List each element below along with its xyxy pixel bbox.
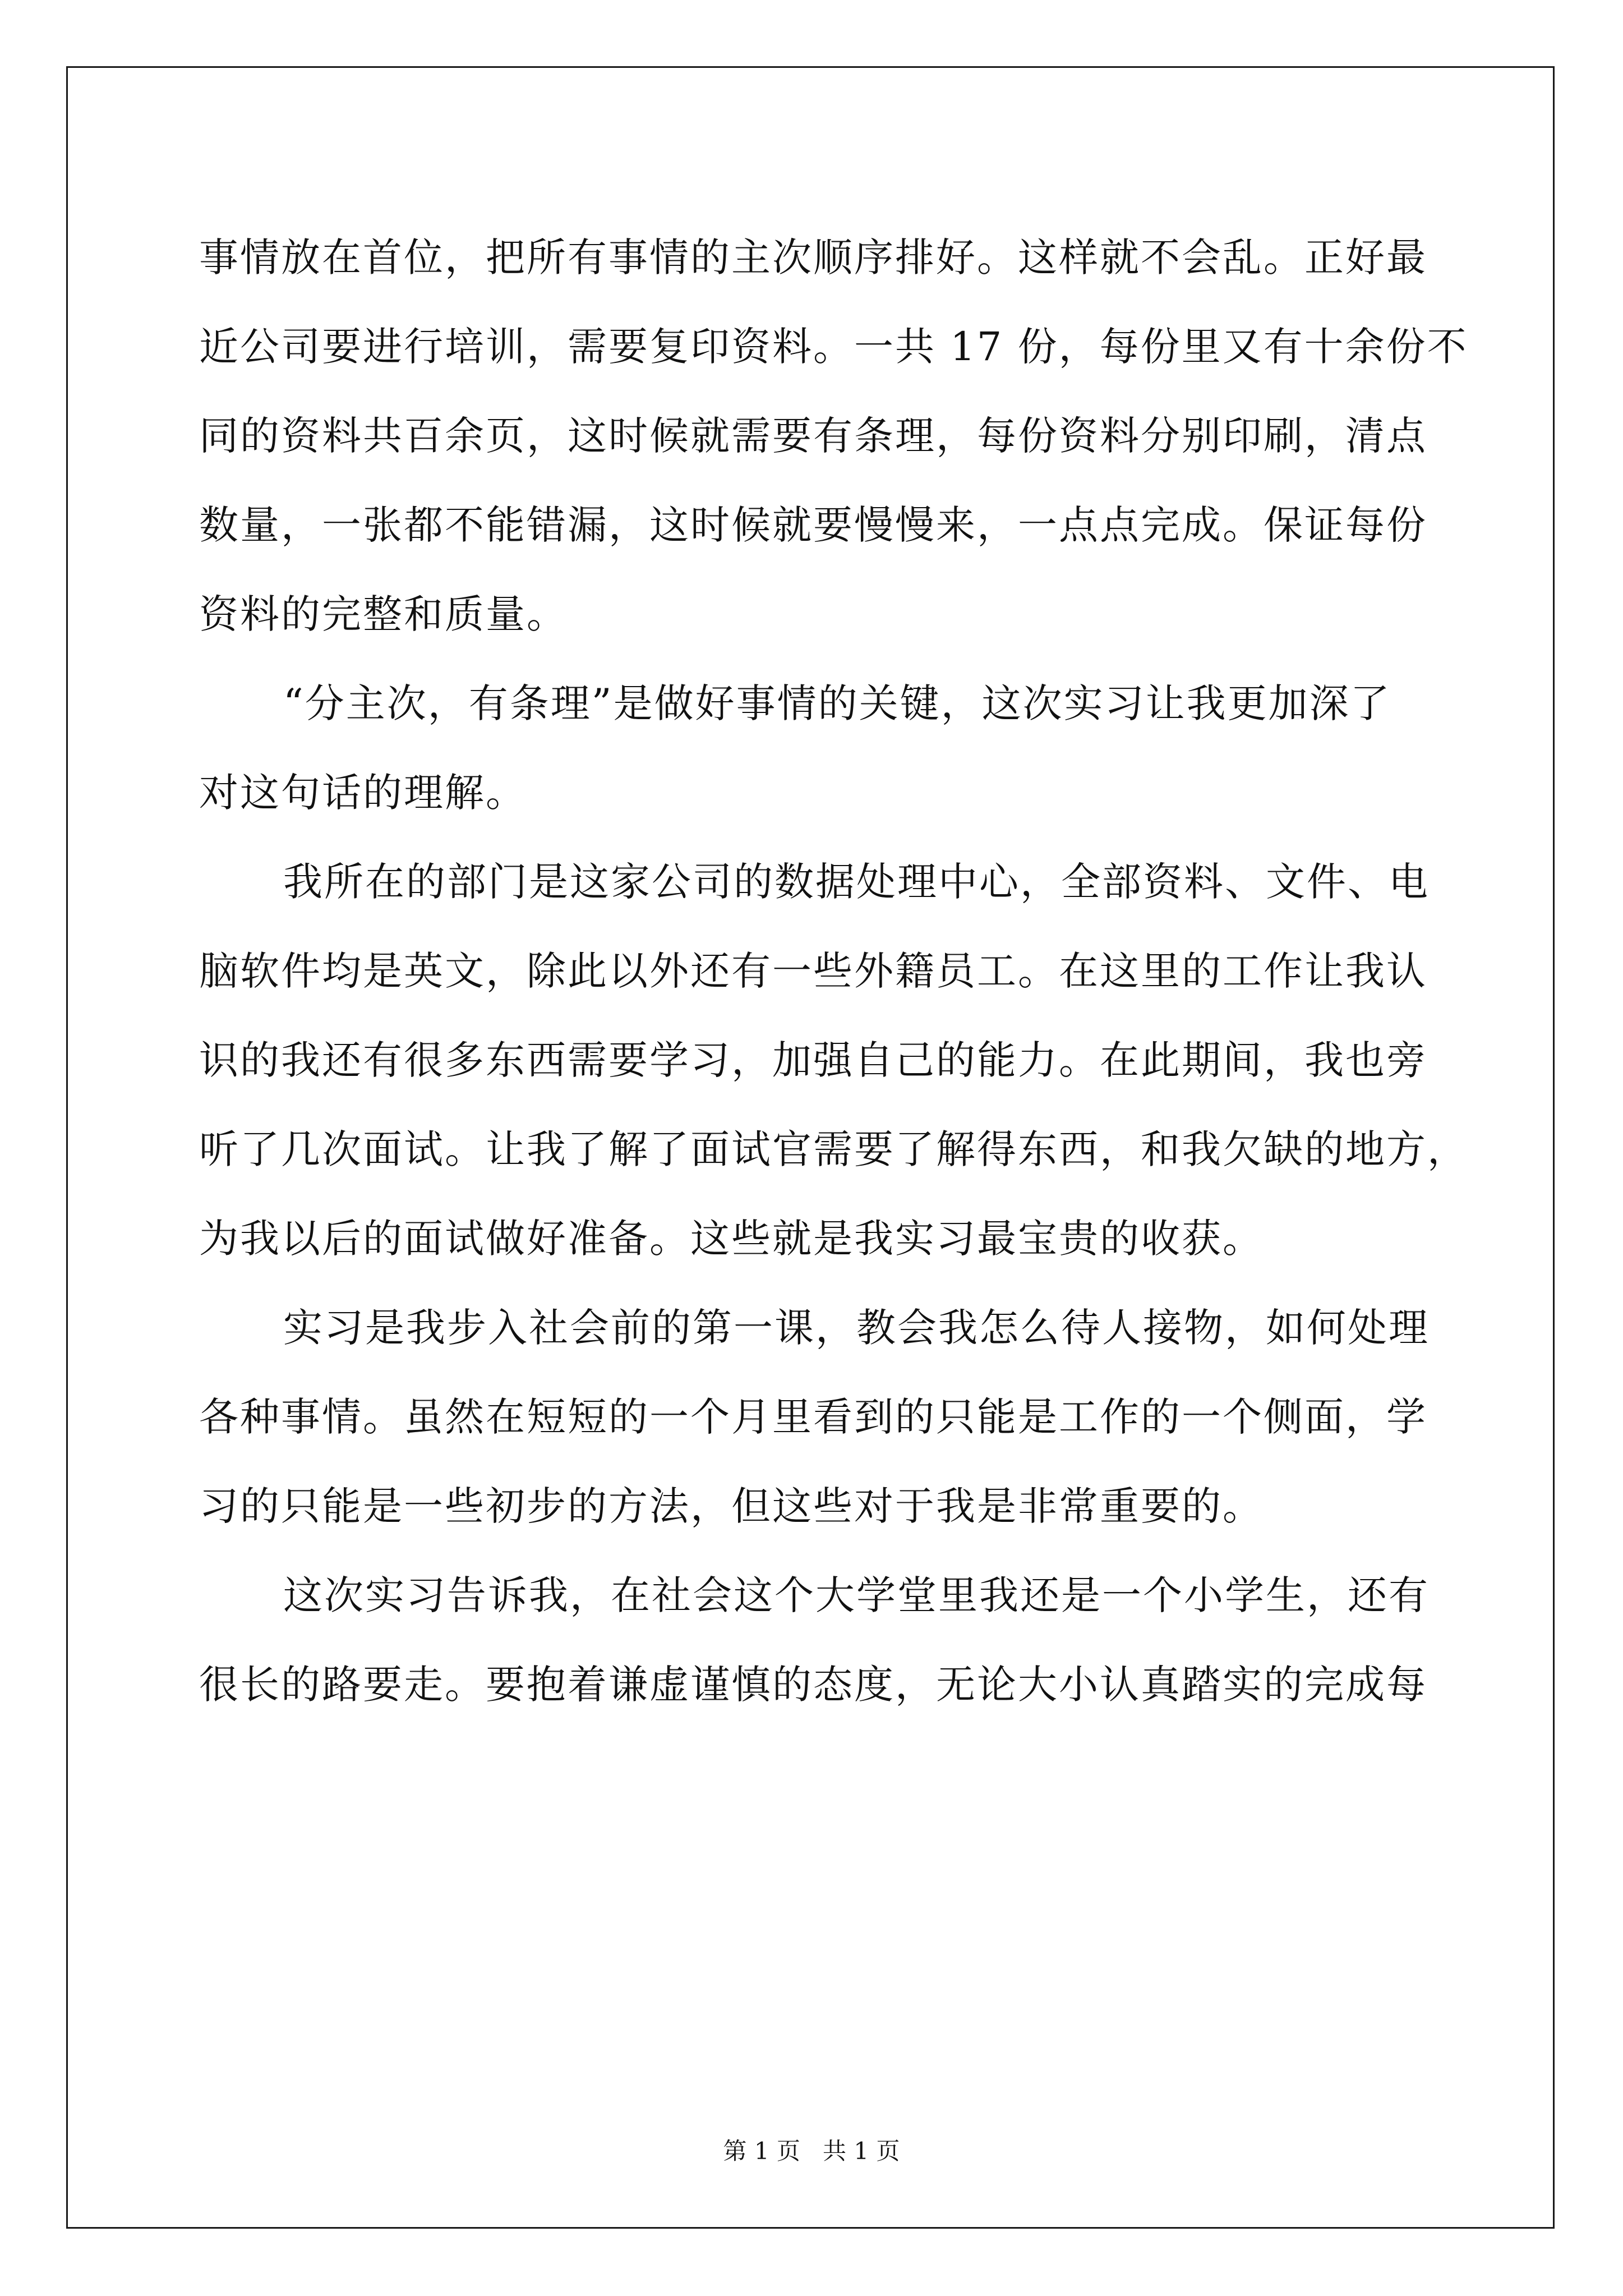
text-line: 同的资料共百余页，这时候就需要有条理，每份资料分别印刷，清点 (199, 413, 1427, 459)
text-line: 这次实习告诉我，在社会这个大学堂里我还是一个小学生，还有 (283, 1572, 1430, 1618)
text-line: 习的只能是一些初步的方法，但这些对于我是非常重要的。 (199, 1483, 1264, 1529)
document-body (199, 213, 1468, 1729)
text-line: 近公司要进行培训，需要复印资料。一共 17 份，每份里又有十余份不 (199, 324, 1468, 370)
text-line: 听了几次面试。让我了解了面试官需要了解得东西，和我欠缺的地方， (199, 1126, 1468, 1172)
text-line: 对这句话的理解。 (199, 770, 527, 816)
text-line: 我所在的部门是这家公司的数据处理中心，全部资料、文件、电 (283, 859, 1430, 905)
text-line: 很长的路要走。要抱着谦虚谨慎的态度，无论大小认真踏实的完成每 (199, 1662, 1427, 1708)
text-line: 识的我还有很多东西需要学习，加强自己的能力。在此期间，我也旁 (199, 1037, 1427, 1083)
text-line: 数量，一张都不能错漏，这时候就要慢慢来，一点点完成。保证每份 (199, 502, 1427, 548)
text-line: 实习是我步入社会前的第一课，教会我怎么待人接物，如何处理 (283, 1305, 1430, 1351)
text-line: 事情放在首位，把所有事情的主次顺序排好。这样就不会乱。正好最 (199, 234, 1427, 280)
text-line: 为我以后的面试做好准备。这些就是我实习最宝贵的收获。 (199, 1216, 1264, 1262)
text-line: 资料的完整和质量。 (199, 591, 568, 637)
page-footer: 第 1 页 共 1 页 (723, 2137, 900, 2165)
text-line: “分主次，有条理”是做好事情的关键，这次实习让我更加深了 (283, 680, 1391, 726)
text-line: 各种事情。虽然在短短的一个月里看到的只能是工作的一个侧面，学 (199, 1394, 1427, 1440)
text-line: 脑软件均是英文，除此以外还有一些外籍员工。在这里的工作让我认 (199, 948, 1427, 994)
